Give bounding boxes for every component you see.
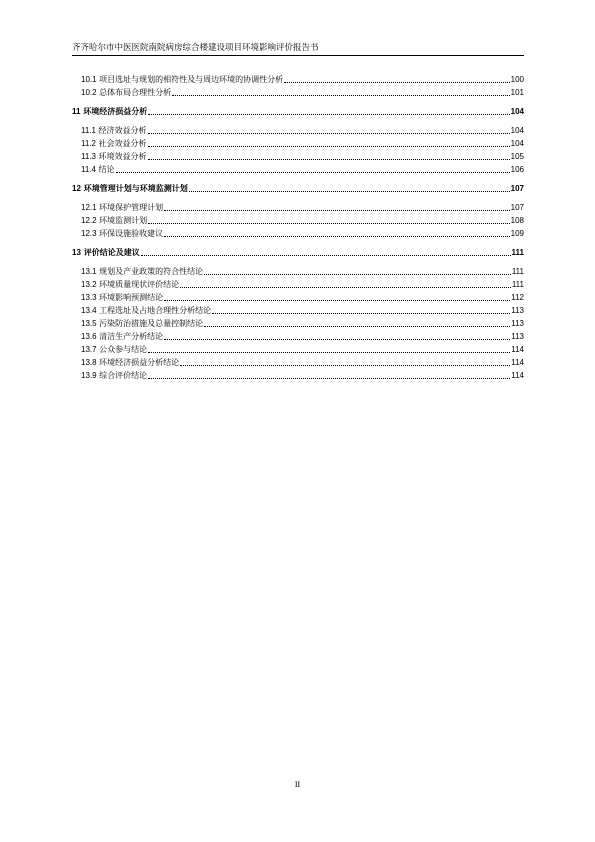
page-header-title: 齐齐哈尔市中医医院南院病房综合楼建设项目环境影响评价报告书: [72, 43, 319, 53]
toc-entry-page: 104: [510, 107, 524, 116]
toc-section-entry[interactable]: [81, 332, 524, 342]
toc-section-entry[interactable]: [81, 358, 524, 368]
toc-entry-page: 114: [511, 358, 524, 367]
toc-entry-label: [81, 306, 211, 316]
toc-entry-title: 环境经济损益分析结论: [99, 358, 180, 367]
toc-entry-title: 环境保护管理计划: [99, 203, 164, 212]
toc-section-entry[interactable]: [81, 319, 524, 329]
toc-entry-title: 环境影响预测结论: [99, 293, 164, 302]
toc-entry-page: 113: [511, 306, 524, 315]
toc-entry-title: 污染防治措施及总量控制结论: [99, 319, 204, 328]
toc-entry-page: 114: [511, 371, 524, 380]
toc-entry-number: 13.3: [81, 293, 97, 302]
toc-entry-label: [81, 293, 163, 303]
toc-dot-leader: [148, 126, 510, 134]
toc-entry-number: 12: [72, 184, 81, 193]
toc-entry-title: 环境经济损益分析: [83, 107, 148, 116]
toc-dot-leader: [148, 345, 510, 353]
toc-dot-leader: [164, 203, 510, 211]
toc-entry-number: 11.3: [81, 152, 96, 161]
toc-section-entry[interactable]: [81, 267, 524, 277]
toc-entry-page: 101: [510, 88, 524, 97]
toc-dot-leader: [204, 267, 511, 275]
toc-dot-leader: [148, 139, 510, 147]
toc-entry-page: 107: [510, 184, 524, 193]
toc-entry-page: 105: [510, 152, 524, 161]
toc-section-entry[interactable]: [81, 306, 524, 316]
toc-dot-leader: [148, 371, 510, 379]
toc-entry-page: 111: [511, 248, 524, 257]
toc-dot-leader: [180, 280, 511, 288]
toc-dot-leader: [148, 107, 509, 115]
toc-section-entry[interactable]: [81, 165, 524, 175]
toc-entry-label: [81, 165, 115, 175]
toc-dot-leader: [204, 319, 510, 327]
toc-entry-label: [81, 358, 179, 368]
toc-entry-page: 111: [511, 280, 524, 289]
toc-entry-page: 112: [511, 293, 524, 302]
toc-entry-number: 13.4: [81, 306, 97, 315]
toc-entry-title: 清洁生产分析结论: [99, 332, 164, 341]
toc-entry-label: [81, 203, 163, 213]
toc-section-entry[interactable]: [81, 152, 524, 162]
toc-dot-leader: [180, 358, 510, 366]
toc-chapter-entry[interactable]: [72, 107, 524, 117]
toc-entry-title: 项目选址与规划的相符性及与周边环境的协调性分析: [99, 75, 284, 84]
toc-entry-label: [72, 107, 147, 117]
toc-entry-number: 13.7: [81, 345, 97, 354]
toc-dot-leader: [164, 229, 510, 237]
toc-dot-leader: [116, 165, 510, 173]
toc-entry-page: 109: [510, 229, 524, 238]
toc-section-entry[interactable]: [81, 216, 524, 226]
toc-dot-leader: [212, 306, 510, 314]
toc-entry-title: 环境管理计划与环境监测计划: [83, 184, 188, 193]
toc-entry-number: 12.3: [81, 229, 97, 238]
toc-entry-number: 13.1: [81, 267, 97, 276]
toc-entry-label: [81, 152, 147, 162]
toc-entry-label: [72, 184, 188, 194]
toc-entry-title: 环境监测计划: [99, 216, 148, 225]
toc-chapter-entry[interactable]: [72, 248, 524, 258]
toc-entry-number: 10.2: [81, 88, 97, 97]
toc-entry-number: 13.9: [81, 371, 97, 380]
toc-entry-label: [81, 75, 283, 85]
toc-entry-title: 社会效益分析: [98, 139, 147, 148]
toc-entry-label: [81, 345, 147, 355]
toc-entry-title: 综合评价结论: [99, 371, 148, 380]
toc-entry-label: [81, 216, 147, 226]
toc-entry-title: 公众参与结论: [99, 345, 148, 354]
toc-section-entry[interactable]: [81, 371, 524, 381]
toc-entry-number: 11: [72, 107, 81, 116]
toc-entry-label: [81, 126, 147, 136]
toc-entry-page: 111: [511, 267, 524, 276]
toc-dot-leader: [141, 248, 511, 256]
toc-entry-label: [81, 139, 147, 149]
toc-entry-page: 100: [510, 75, 524, 84]
toc-entry-label: [72, 248, 140, 258]
toc-entry-label: [81, 371, 147, 381]
toc-entry-number: 12.1: [81, 203, 97, 212]
toc-entry-title: 环境质量现状评价结论: [99, 280, 180, 289]
toc-entry-page: 104: [510, 139, 524, 148]
toc-entry-page: 113: [511, 319, 524, 328]
toc-section-entry[interactable]: [81, 88, 524, 98]
toc-section-entry[interactable]: [81, 229, 524, 239]
toc-entry-number: 13.8: [81, 358, 97, 367]
toc-dot-leader: [148, 152, 510, 160]
toc-section-entry[interactable]: [81, 293, 524, 303]
toc-entry-label: [81, 332, 163, 342]
toc-entry-label: [81, 88, 171, 98]
toc-entry-number: 13: [72, 248, 81, 257]
toc-entry-title: 评价结论及建议: [83, 248, 140, 257]
toc-entry-title: 结论: [98, 165, 115, 174]
toc-entry-number: 11.1: [81, 126, 96, 135]
toc-entry-page: 113: [511, 332, 524, 341]
toc-entry-page: 106: [510, 165, 524, 174]
toc-entry-label: [81, 319, 203, 329]
toc-entry-number: 13.2: [81, 280, 97, 289]
toc-entry-number: 13.5: [81, 319, 97, 328]
toc-entry-number: 11.4: [81, 165, 96, 174]
toc-entry-number: 11.2: [81, 139, 96, 148]
page-number: II: [294, 780, 301, 789]
toc-entry-page: 114: [511, 345, 524, 354]
toc-entry-title: 规划及产业政策的符合性结论: [99, 267, 204, 276]
toc-section-entry[interactable]: [81, 139, 524, 149]
toc-dot-leader: [172, 88, 510, 96]
toc-entry-page: 104: [510, 126, 524, 135]
toc-section-entry[interactable]: [81, 203, 524, 213]
toc-entry-title: 工程选址及占地合理性分析结论: [99, 306, 212, 315]
toc-entry-number: 12.2: [81, 216, 97, 225]
toc-section-entry[interactable]: [81, 126, 524, 136]
toc-entry-title: 环保设施验收建议: [99, 229, 164, 238]
toc-entry-number: 13.6: [81, 332, 97, 341]
toc-section-entry[interactable]: [81, 345, 524, 355]
toc-entry-label: [81, 267, 203, 277]
toc-chapter-entry[interactable]: [72, 184, 524, 194]
toc-entry-label: [81, 229, 163, 239]
toc-entry-title: 总体布局合理性分析: [99, 88, 172, 97]
toc-section-entry[interactable]: [81, 280, 524, 290]
toc-entry-page: 107: [510, 203, 524, 212]
toc-dot-leader: [164, 332, 510, 340]
toc-dot-leader: [164, 293, 510, 301]
toc-dot-leader: [284, 75, 510, 83]
toc-entry-label: [81, 280, 179, 290]
toc-section-entry[interactable]: [81, 75, 524, 85]
toc-entry-number: 10.1: [81, 75, 97, 84]
toc-dot-leader: [189, 184, 510, 192]
toc-entry-page: 108: [510, 216, 524, 225]
toc-dot-leader: [148, 216, 510, 224]
toc-entry-title: 经济效益分析: [98, 126, 147, 135]
toc-entry-title: 环境效益分析: [98, 152, 147, 161]
